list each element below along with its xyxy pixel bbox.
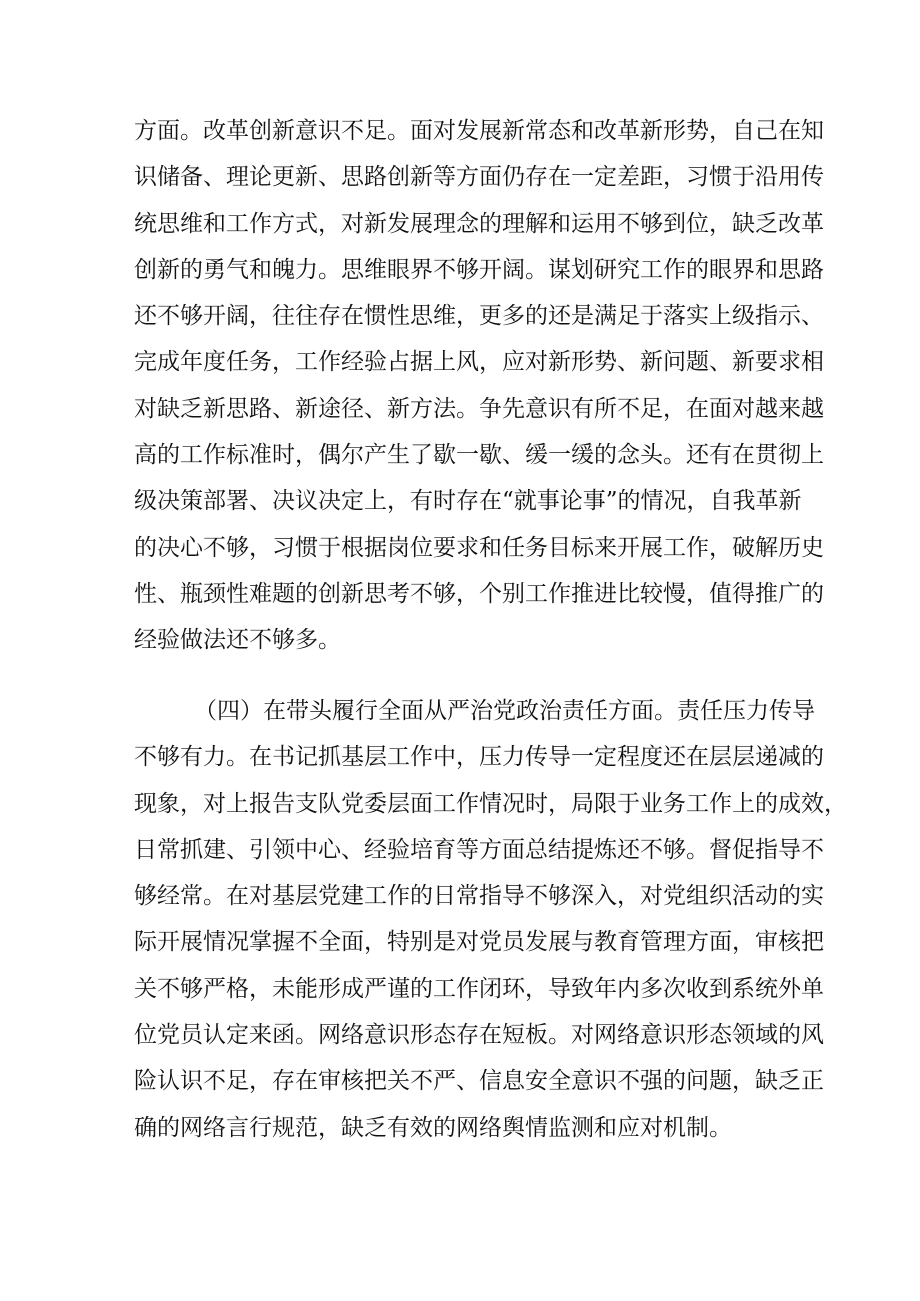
text-line: 际开展情况掌握不全面，特别是对党员发展与教育管理方面，审核把 bbox=[134, 929, 824, 956]
text-line: 确的网络言行规范，缺乏有效的网络舆情监测和应对机制。 bbox=[134, 1114, 732, 1141]
text-line: 识储备、理论更新、思路创新等方面仍存在一定差距，习惯于沿用传 bbox=[134, 164, 824, 191]
text-line: 经验做法还不够多。 bbox=[134, 627, 341, 654]
text-line: 方面。改革创新意识不足。面对发展新常态和改革新形势，自己在知 bbox=[134, 118, 824, 144]
section-heading-line: （四）在带头履行全面从严治党政治责任方面。责任压力传导 bbox=[194, 698, 815, 724]
text-line: 高的工作标准时，偶尔产生了歇一歇、缓一缓的念头。还有在贯彻上 bbox=[134, 442, 824, 469]
text-line: 性、瓶颈性难题的创新思考不够，个别工作推进比较慢，值得推广的 bbox=[134, 580, 824, 607]
text-line: 对缺乏新思路、新途径、新方法。争先意识有所不足，在面对越来越 bbox=[134, 395, 824, 422]
text-line: 够经常。在对基层党建工作的日常指导不够深入，对党组织活动的实 bbox=[134, 883, 824, 910]
text-line: 险认识不足，存在审核把关不严、信息安全意识不强的问题，缺乏正 bbox=[134, 1068, 824, 1095]
text-line: 现象，对上报告支队党委层面工作情况时，局限于业务工作上的成效， bbox=[134, 790, 847, 817]
text-line: 创新的勇气和魄力。思维眼界不够开阔。谋划研究工作的眼界和思路 bbox=[134, 256, 824, 283]
text-line: 还不够开阔，往往存在惯性思维，更多的还是满足于落实上级指示、 bbox=[134, 303, 824, 330]
text-line: 的决心不够，习惯于根据岗位要求和任务目标来开展工作，破解历史 bbox=[134, 534, 824, 561]
text-line: 完成年度任务，工作经验占据上风，应对新形势、新问题、新要求相 bbox=[134, 349, 824, 376]
text-line: 不够有力。在书记抓基层工作中，压力传导一定程度还在层层递减的 bbox=[134, 744, 824, 771]
text-line: 统思维和工作方式，对新发展理念的理解和运用不够到位，缺乏改革 bbox=[134, 210, 824, 237]
text-line: 级决策部署、决议决定上，有时存在“就事论事”的情况，自我革新 bbox=[134, 488, 802, 515]
text-line: 日常抓建、引领中心、经验培育等方面总结提炼还不够。督促指导不 bbox=[134, 836, 824, 863]
text-line: 关不够严格，未能形成严谨的工作闭环，导致年内多次收到系统外单 bbox=[134, 975, 824, 1002]
body-paragraph bbox=[134, 108, 824, 664]
text-line: 位党员认定来函。网络意识形态存在短板。对网络意识形态领域的风 bbox=[134, 1022, 824, 1049]
section-paragraph bbox=[134, 688, 847, 1151]
